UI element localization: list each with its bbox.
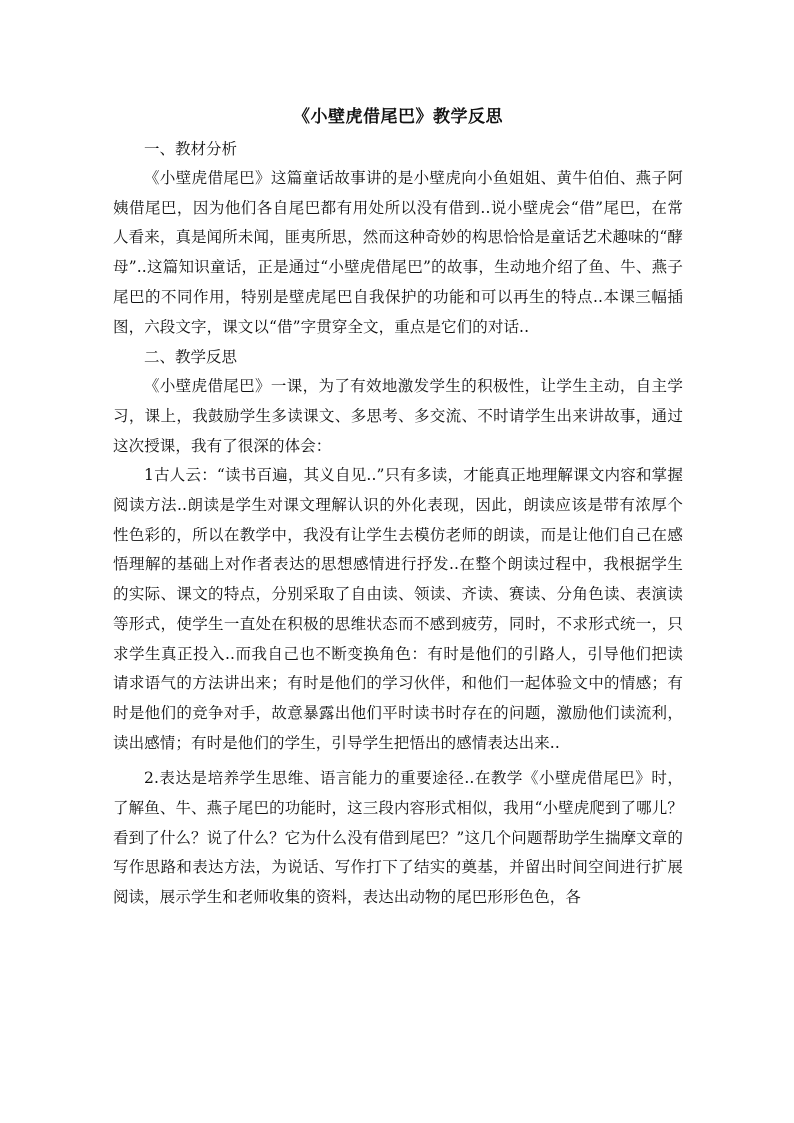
reflection-point-2-paragraph: 2.表达是培养学生思维、语言能力的重要途径..在教学《小壁虎借尾巴》时，了解鱼、牛、燕子尾巴的功能时，这三段内容形式相似，我用“小壁虎爬到了哪儿？看到了什么？说了什么？它为什么没有借到尾巴？”这几个问题帮助学生揣摩文章的写作思路和表达方法，为说话、写作打下了结实的奠基，并留出时间空间进行扩展阅读，展示学生和老师收集的资料，表达出动物的尾巴形形色色，各 — [113, 769, 683, 907]
section-heading-analysis: 一、教材分析 — [144, 140, 238, 158]
section-heading-reflection: 二、教学反思 — [144, 348, 238, 367]
reflection-point-1-paragraph: 1古人云：“读书百遍，其义自见..”只有多读，才能真正地理解课文内容和掌握阅读方法..朗读是学生对课文理解认识的外化表现，因此，朗读应该是带有浓厚个性色彩的，所以在教学中，我没有让学生去模仿老师的朗读，而是让他们自己在感悟理解的基础上对作者表达的思想感情进行抒发..在整个朗读过程中，我根据学生的实际、课文的特点，分别采取了自由读、领读、齐读、赛读、分角色读、表演读等形式，使学生一直处在积极的思维状态而不感到疲劳，同时，不求形式统一，只求学生真正投入..而我自己也不断变换角色：有时是他们的引路人，引导他们把读请求语气的方法讲出来；有时是他们的学习伙伴，和他们一起体验文中的情感；有时是他们的竞争对手，故意暴露出他们平时读书时存在的问题，激励他们读流利，读出感情；有时是他们的学生，引导学生把悟出的感情表达出来.. — [113, 466, 683, 752]
analysis-paragraph: 《小壁虎借尾巴》这篇童话故事讲的是小壁虎向小鱼姐姐、黄牛伯伯、燕子阿姨借尾巴，因为他们各自尾巴都有用处所以没有借到..说小壁虎会“借”尾巴，在常人看来，真是闻所未闻，匪夷所思，然而这种奇妙的构思恰恰是童话艺术趣味的“酵母”..这篇知识童话，正是通过“小壁虎借尾巴”的故事，生动地介绍了鱼、牛、燕子尾巴的不同作用，特别是壁虎尾巴自我保护的功能和可以再生的特点..本课三幅插图，六段文字，课文以“借”字贯穿全文，重点是它们的对话.. — [113, 169, 683, 336]
document-title: 《小壁虎借尾巴》教学反思 — [293, 107, 503, 127]
document-body — [113, 100, 683, 913]
reflection-intro-paragraph: 《小壁虎借尾巴》一课，为了有效地激发学生的积极性，让学生主动，自主学习，课上，我鼓励学生多读课文、多思考、多交流、不时请学生出来讲故事，通过这次授课，我有了很深的体会： — [113, 377, 683, 455]
